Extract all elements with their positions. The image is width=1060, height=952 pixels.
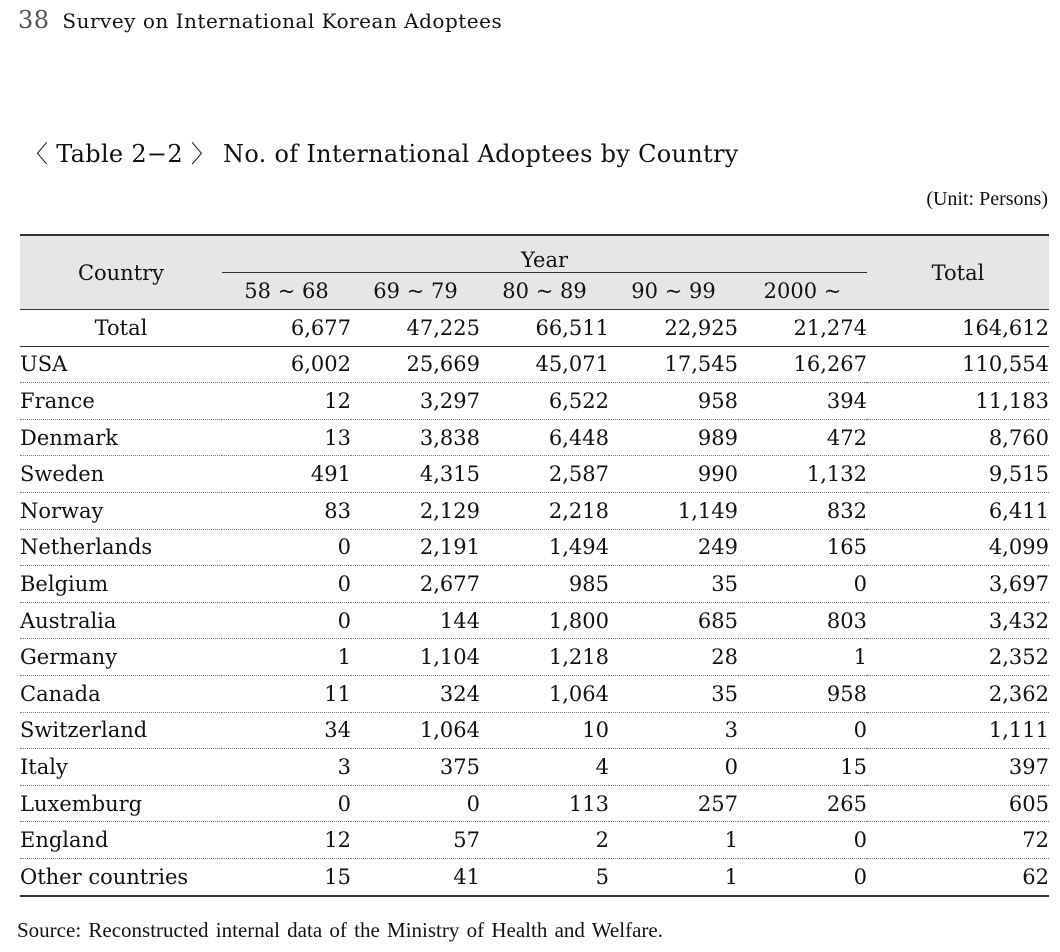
row-total-cell: 9,515 (867, 456, 1049, 493)
row-total-cell: 11,183 (867, 383, 1049, 420)
value-cell: 1,064 (480, 675, 609, 712)
value-cell: 0 (738, 858, 867, 895)
value-cell: 6,522 (480, 383, 609, 420)
value-cell: 1 (738, 639, 867, 676)
value-cell: 165 (738, 529, 867, 566)
value-cell: 1,104 (351, 639, 480, 676)
page-header (18, 6, 502, 34)
value-cell: 394 (738, 383, 867, 420)
value-cell: 249 (609, 529, 738, 566)
value-cell: 144 (351, 602, 480, 639)
table-row (20, 383, 1049, 420)
total-cell: 66,511 (480, 310, 609, 347)
country-name: Australia (20, 602, 222, 639)
value-cell: 6,448 (480, 419, 609, 456)
value-cell: 1,494 (480, 529, 609, 566)
value-cell: 4,315 (351, 456, 480, 493)
row-total-cell: 110,554 (867, 346, 1049, 383)
value-cell: 0 (738, 566, 867, 603)
value-cell: 491 (222, 456, 351, 493)
table-row (20, 785, 1049, 822)
value-cell: 2,191 (351, 529, 480, 566)
table-title: 〈 Table 2−2 〉 No. of International Adoptees by Country (24, 140, 739, 168)
value-cell: 803 (738, 602, 867, 639)
value-cell: 1,064 (351, 712, 480, 749)
value-cell: 3 (222, 749, 351, 786)
table-row (20, 456, 1049, 493)
row-total-cell: 2,362 (867, 675, 1049, 712)
value-cell: 5 (480, 858, 609, 895)
value-cell: 35 (609, 675, 738, 712)
value-cell: 989 (609, 419, 738, 456)
source-note: Source: Reconstructed internal data of the Ministry of Health and Welfare. (17, 918, 663, 942)
total-cell: 6,677 (222, 310, 351, 347)
value-cell: 0 (222, 602, 351, 639)
total-cell: 47,225 (351, 310, 480, 347)
row-total-cell: 3,697 (867, 566, 1049, 603)
header-period: 2000 ~ (738, 273, 867, 310)
value-cell: 17,545 (609, 346, 738, 383)
table-row (20, 529, 1049, 566)
value-cell: 15 (738, 749, 867, 786)
value-cell: 13 (222, 419, 351, 456)
value-cell: 6,002 (222, 346, 351, 383)
value-cell: 1 (609, 858, 738, 895)
value-cell: 3 (609, 712, 738, 749)
value-cell: 3,838 (351, 419, 480, 456)
value-cell: 985 (480, 566, 609, 603)
value-cell: 990 (609, 456, 738, 493)
header-total: Total (867, 235, 1049, 310)
value-cell: 83 (222, 492, 351, 529)
total-row (20, 310, 1049, 347)
running-title: Survey on International Korean Adoptees (62, 9, 503, 33)
value-cell: 958 (738, 675, 867, 712)
country-name: Netherlands (20, 529, 222, 566)
value-cell: 257 (609, 785, 738, 822)
value-cell: 12 (222, 822, 351, 859)
value-cell: 265 (738, 785, 867, 822)
value-cell: 2,677 (351, 566, 480, 603)
country-name: Canada (20, 675, 222, 712)
header-period: 90 ~ 99 (609, 273, 738, 310)
value-cell: 41 (351, 858, 480, 895)
table-row (20, 639, 1049, 676)
value-cell: 0 (351, 785, 480, 822)
value-cell: 2,218 (480, 492, 609, 529)
value-cell: 472 (738, 419, 867, 456)
row-total-cell: 8,760 (867, 419, 1049, 456)
value-cell: 4 (480, 749, 609, 786)
value-cell: 45,071 (480, 346, 609, 383)
value-cell: 375 (351, 749, 480, 786)
table-row (20, 419, 1049, 456)
adoptees-table (20, 234, 1049, 897)
row-total-cell: 62 (867, 858, 1049, 895)
row-total-cell: 6,411 (867, 492, 1049, 529)
value-cell: 35 (609, 566, 738, 603)
header-country: Country (20, 235, 222, 310)
value-cell: 113 (480, 785, 609, 822)
total-row-label: Total (20, 310, 222, 347)
value-cell: 1,800 (480, 602, 609, 639)
value-cell: 2 (480, 822, 609, 859)
value-cell: 1,149 (609, 492, 738, 529)
value-cell: 832 (738, 492, 867, 529)
row-total-cell: 2,352 (867, 639, 1049, 676)
country-name: Italy (20, 749, 222, 786)
header-period: 69 ~ 79 (351, 273, 480, 310)
header-period: 58 ~ 68 (222, 273, 351, 310)
value-cell: 685 (609, 602, 738, 639)
total-cell: 22,925 (609, 310, 738, 347)
unit-note: (Unit: Persons) (926, 188, 1048, 210)
value-cell: 11 (222, 675, 351, 712)
value-cell: 57 (351, 822, 480, 859)
country-name: Denmark (20, 419, 222, 456)
value-cell: 1 (222, 639, 351, 676)
value-cell: 34 (222, 712, 351, 749)
value-cell: 0 (222, 566, 351, 603)
country-name: Norway (20, 492, 222, 529)
row-total-cell: 3,432 (867, 602, 1049, 639)
table-row (20, 822, 1049, 859)
value-cell: 0 (222, 785, 351, 822)
country-name: Other countries (20, 858, 222, 895)
table-row (20, 566, 1049, 603)
value-cell: 324 (351, 675, 480, 712)
value-cell: 25,669 (351, 346, 480, 383)
table-row (20, 492, 1049, 529)
value-cell: 0 (738, 712, 867, 749)
country-name: Germany (20, 639, 222, 676)
value-cell: 0 (222, 529, 351, 566)
country-name: USA (20, 346, 222, 383)
value-cell: 958 (609, 383, 738, 420)
header-period: 80 ~ 89 (480, 273, 609, 310)
row-total-cell: 72 (867, 822, 1049, 859)
row-total-cell: 4,099 (867, 529, 1049, 566)
row-total-cell: 605 (867, 785, 1049, 822)
table-row (20, 346, 1049, 383)
country-name: Belgium (20, 566, 222, 603)
value-cell: 10 (480, 712, 609, 749)
country-name: England (20, 822, 222, 859)
value-cell: 3,297 (351, 383, 480, 420)
value-cell: 1,218 (480, 639, 609, 676)
country-name: Luxemburg (20, 785, 222, 822)
value-cell: 0 (738, 822, 867, 859)
row-total-cell: 397 (867, 749, 1049, 786)
value-cell: 16,267 (738, 346, 867, 383)
grand-total-cell: 164,612 (867, 310, 1049, 347)
header-year: Year (222, 235, 867, 273)
table-row (20, 602, 1049, 639)
table-row (20, 749, 1049, 786)
page-number: 38 (18, 6, 50, 34)
table-row (20, 858, 1049, 895)
value-cell: 1,132 (738, 456, 867, 493)
country-name: Sweden (20, 456, 222, 493)
value-cell: 28 (609, 639, 738, 676)
total-cell: 21,274 (738, 310, 867, 347)
table-row (20, 675, 1049, 712)
value-cell: 12 (222, 383, 351, 420)
value-cell: 1 (609, 822, 738, 859)
value-cell: 2,129 (351, 492, 480, 529)
row-total-cell: 1,111 (867, 712, 1049, 749)
table-row (20, 712, 1049, 749)
country-name: Switzerland (20, 712, 222, 749)
value-cell: 15 (222, 858, 351, 895)
value-cell: 2,587 (480, 456, 609, 493)
country-name: France (20, 383, 222, 420)
value-cell: 0 (609, 749, 738, 786)
